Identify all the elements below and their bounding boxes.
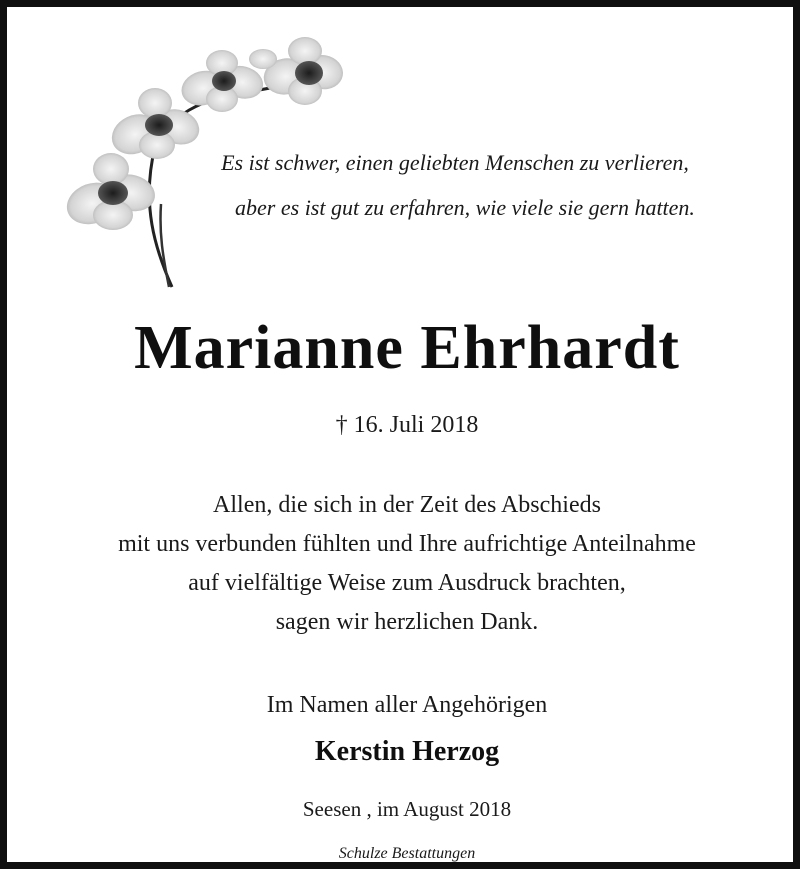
deceased-name: Marianne Ehrhardt bbox=[134, 314, 680, 382]
family-intro: Im Namen aller Angehörigen bbox=[266, 692, 548, 718]
thanks-text bbox=[7, 486, 800, 642]
thanks-line: mit uns verbunden fühlten und Ihre aufrichtige Anteilnahme bbox=[118, 531, 696, 557]
quote-line-1: Es ist schwer, einen geliebten Menschen zu verlieren, bbox=[221, 150, 689, 175]
place-date: Seesen , im August 2018 bbox=[302, 797, 512, 821]
signer-name: Kerstin Herzog bbox=[314, 736, 500, 767]
thanks-line: sagen wir herzlichen Dank. bbox=[275, 609, 539, 635]
quote-line-2: aber es ist gut zu erfahren, wie viele sie gern hatten. bbox=[235, 195, 695, 220]
death-date: † 16. Juli 2018 bbox=[335, 412, 479, 438]
thanks-line: auf vielfältige Weise zum Ausdruck brachten, bbox=[188, 570, 626, 596]
undertaker-name: Schulze Bestattungen bbox=[338, 845, 476, 862]
thanks-line: Allen, die sich in der Zeit des Abschieds bbox=[213, 492, 601, 518]
